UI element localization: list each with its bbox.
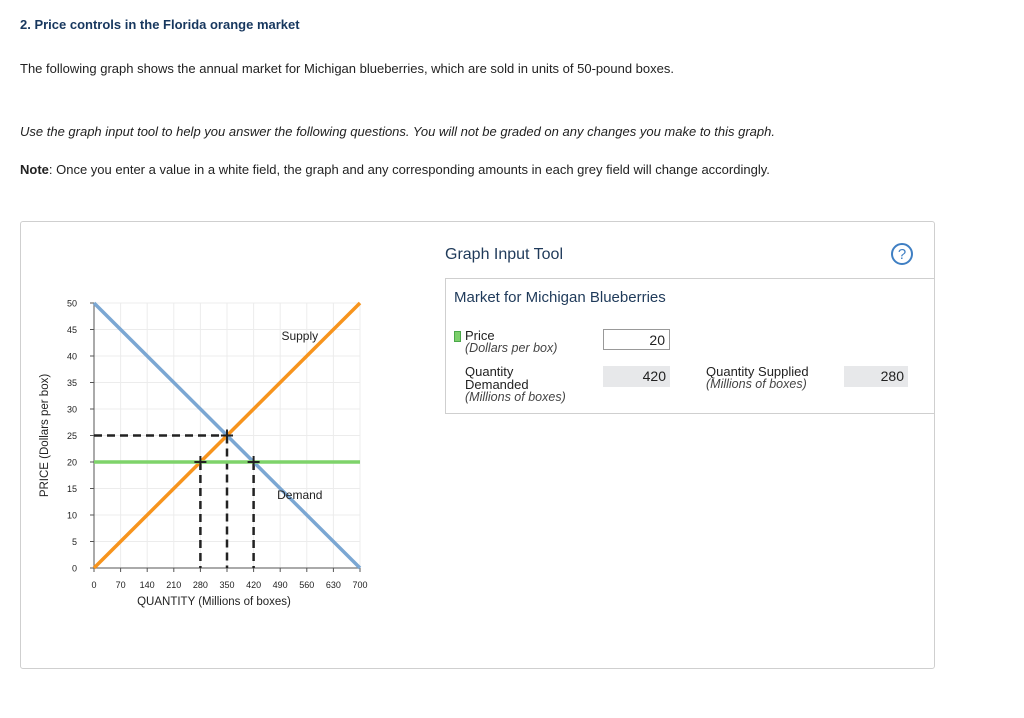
y-tick-label: 10 xyxy=(66,510,77,521)
y-tick-label: 45 xyxy=(66,325,77,335)
qd-value: 420 xyxy=(603,366,670,387)
chart[interactable] xyxy=(34,288,384,618)
qd-unit: (Millions of boxes) xyxy=(465,390,566,404)
note-label: Note xyxy=(20,162,49,177)
y-axis-label: PRICE (Dollars per box) xyxy=(39,373,51,498)
x-tick-label: 560 xyxy=(299,580,315,590)
y-tick-label: 40 xyxy=(66,351,77,362)
x-tick-label: 630 xyxy=(325,580,341,590)
qs-label-text: Quantity Supplied xyxy=(706,364,809,379)
tool-title: Graph Input Tool xyxy=(445,246,564,263)
x-axis-label: QUANTITY (Millions of boxes) xyxy=(137,596,291,608)
qd-label-line1: Quantity xyxy=(465,364,514,379)
tool-subtitle: Market for Michigan Blueberries xyxy=(454,289,666,306)
supply-curve-label: Supply xyxy=(281,329,319,344)
note-text xyxy=(20,162,770,177)
y-tick-label: 15 xyxy=(66,484,77,494)
demand-curve-label: Demand xyxy=(277,488,323,503)
qs-unit: (Millions of boxes) xyxy=(706,377,807,391)
price-label-text: Price xyxy=(465,328,495,343)
x-tick-label: 280 xyxy=(192,580,208,590)
section-heading: 2. Price controls in the Florida orange market xyxy=(20,17,300,32)
x-tick-label: 0 xyxy=(91,580,97,590)
y-tick-label: 25 xyxy=(66,431,77,441)
price-input[interactable] xyxy=(603,329,670,350)
x-tick-label: 700 xyxy=(352,580,368,590)
y-tick-label: 20 xyxy=(66,457,77,468)
price-unit: (Dollars per box) xyxy=(465,341,558,355)
chart-svg[interactable] xyxy=(34,288,384,618)
qd-label xyxy=(465,365,566,404)
help-icon[interactable]: ? xyxy=(891,243,913,265)
x-tick-label: 70 xyxy=(115,580,126,590)
price-label xyxy=(465,329,557,355)
x-tick-label: 350 xyxy=(219,580,235,590)
instructions-text: Use the graph input tool to help you answer the following questions. You will not be graded on any changes you make to this graph. xyxy=(20,124,775,139)
qd-label-line2: Demanded xyxy=(465,377,529,392)
x-tick-label: 140 xyxy=(139,580,155,590)
intro-text: The following graph shows the annual market for Michigan blueberries, which are sold in units of 50-pound boxes. xyxy=(20,61,674,76)
y-tick-label: 5 xyxy=(71,537,77,547)
y-tick-label: 30 xyxy=(66,404,77,415)
x-tick-label: 420 xyxy=(246,580,262,590)
qs-label xyxy=(706,365,809,391)
qs-value: 280 xyxy=(844,366,908,387)
y-tick-label: 35 xyxy=(66,378,77,388)
price-swatch-icon xyxy=(454,331,461,342)
x-tick-label: 210 xyxy=(166,580,182,590)
y-tick-label: 50 xyxy=(66,298,77,309)
x-tick-label: 490 xyxy=(272,580,288,590)
y-tick-label: 0 xyxy=(71,563,77,574)
note-body: : Once you enter a value in a white field, the graph and any corresponding amounts in each grey field will change accordingly. xyxy=(48,162,770,177)
